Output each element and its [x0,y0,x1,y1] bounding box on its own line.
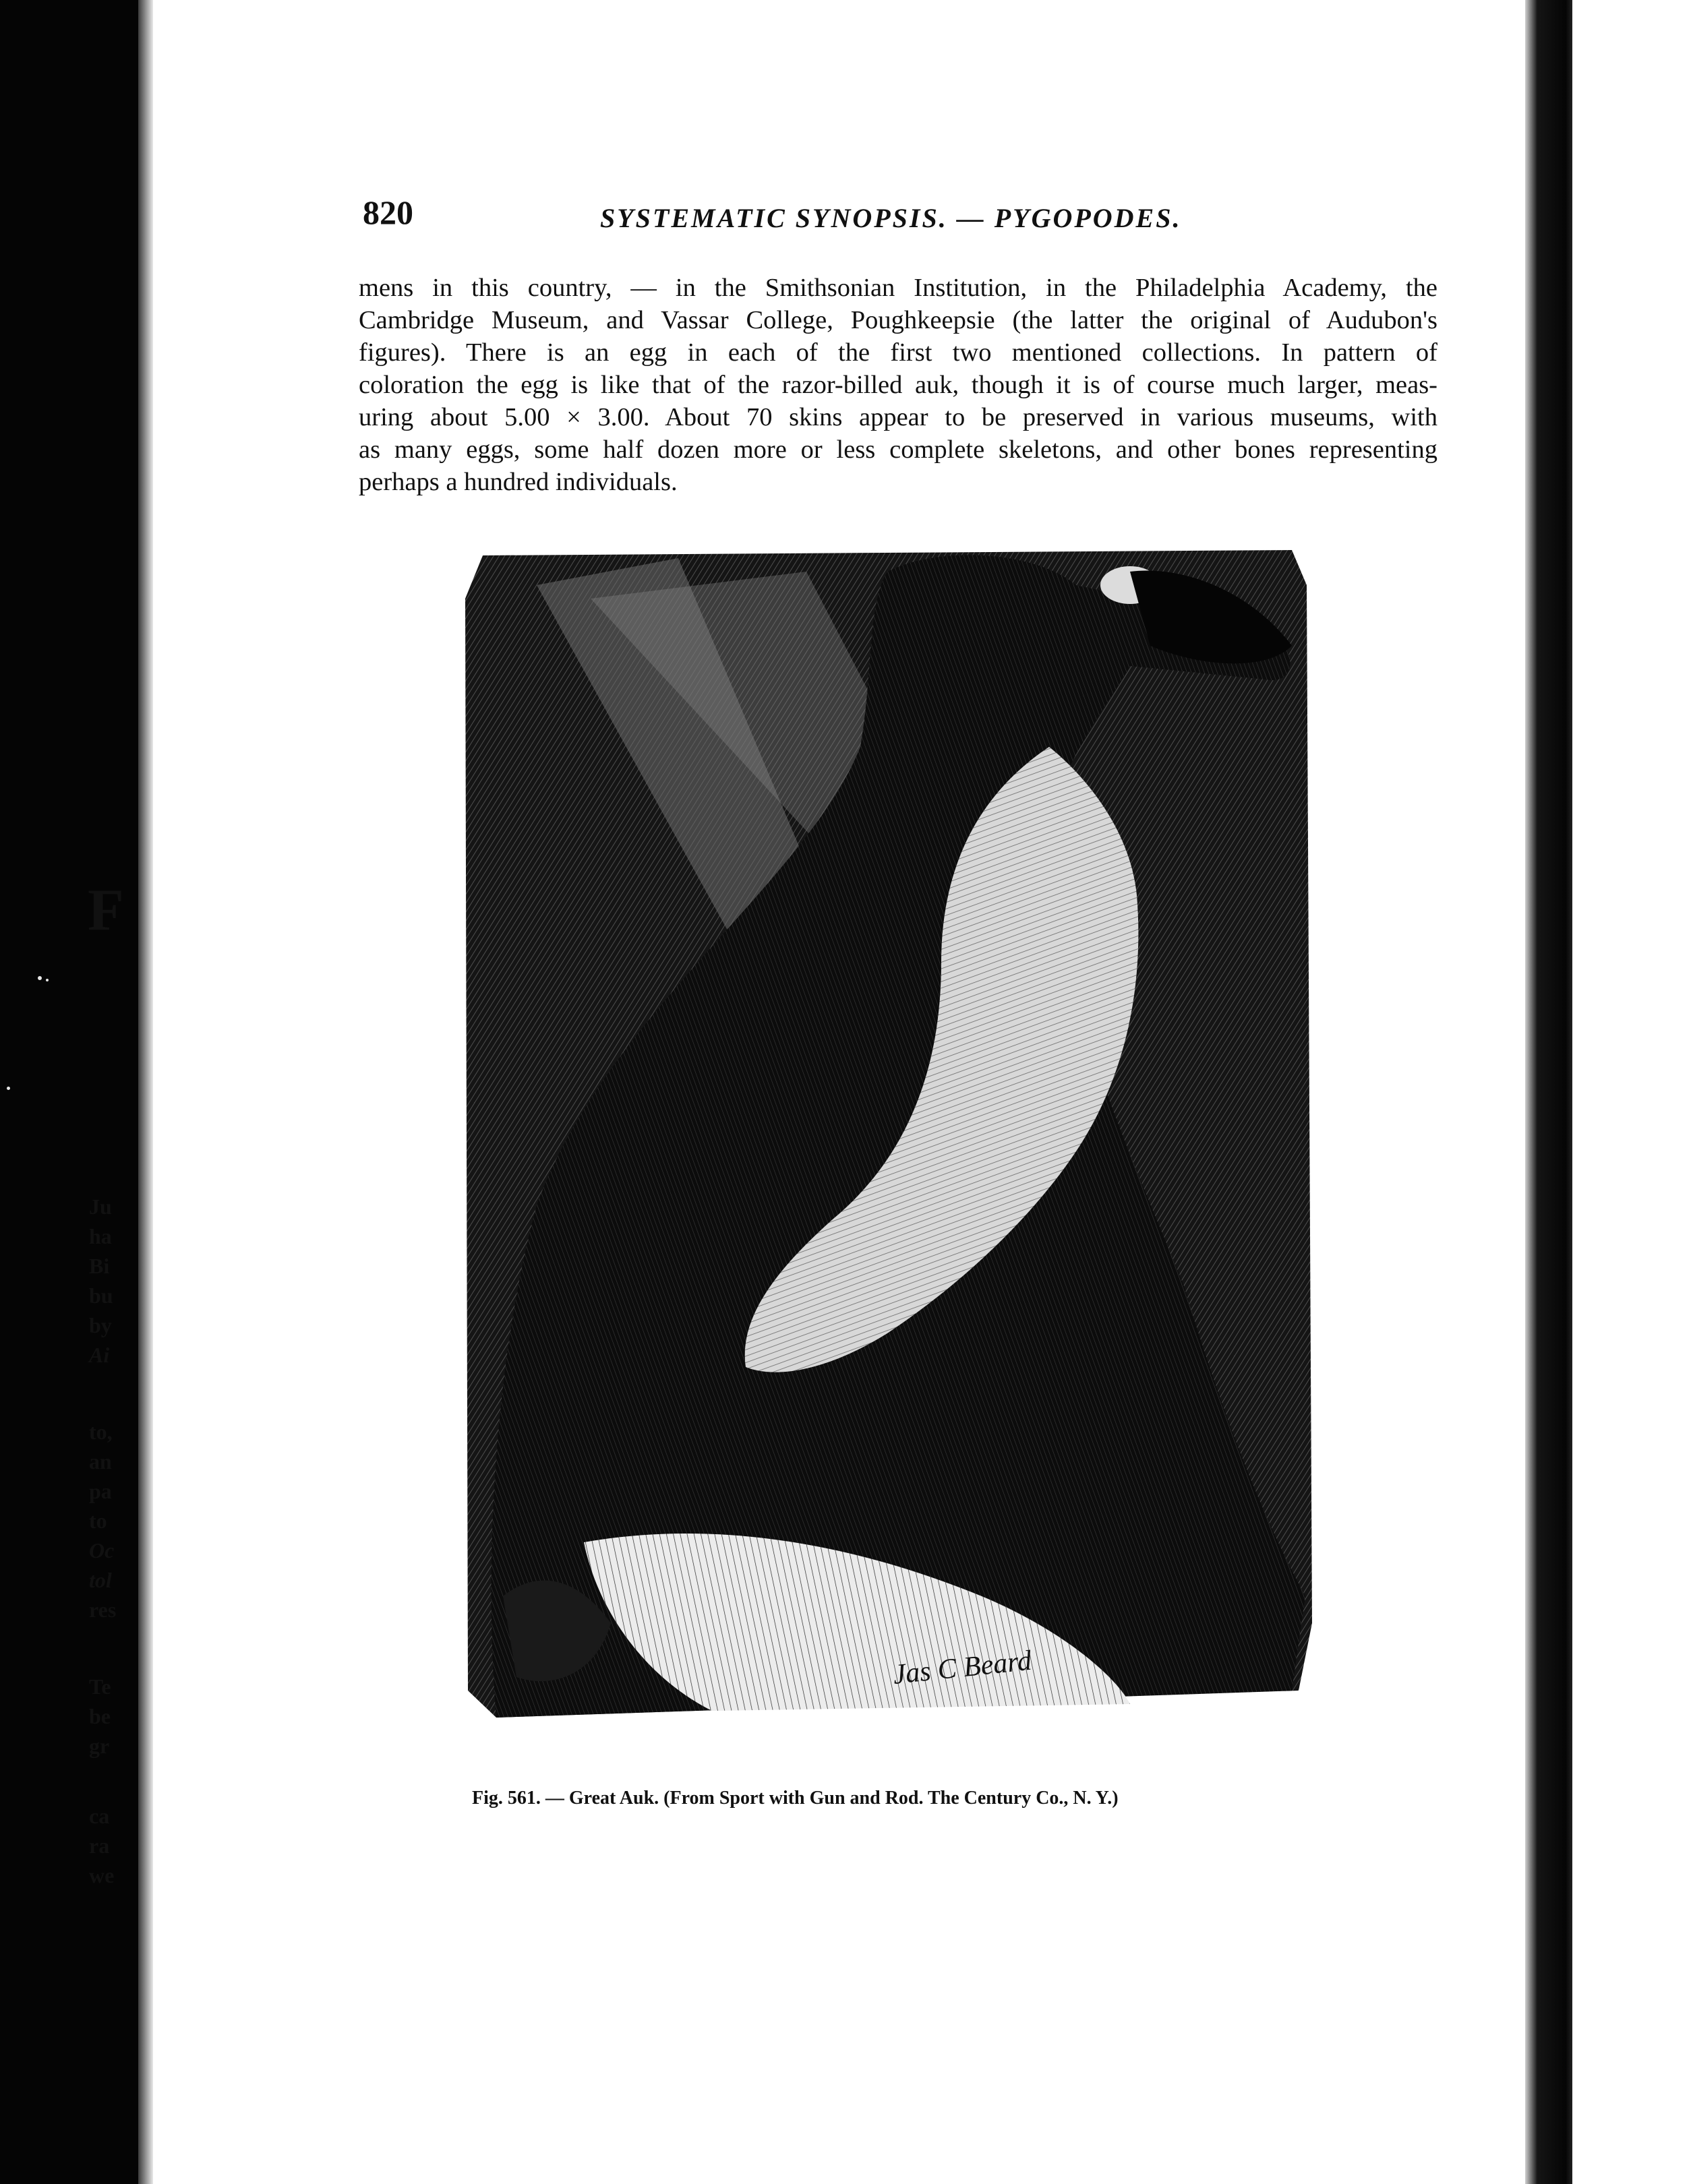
facing-page-fragment: Te [89,1674,111,1699]
facing-page-fragment: ca [89,1804,110,1828]
facing-page-fragment: gr [89,1734,110,1758]
facing-page-initial: F [88,878,124,943]
facing-page-fragment: ha [89,1224,112,1248]
text-line: perhaps a hundred individuals. [359,468,678,496]
facing-page-fragment: pa [89,1479,112,1503]
great-auk-engraving [456,545,1320,1728]
figure-caption: Fig. 561. — Great Auk. (From Sport with Gun and Rod. The Century Co., N. Y.) [472,1788,1119,1809]
facing-page-fragment: an [89,1449,112,1474]
facing-page-fragment: Ju [89,1194,112,1219]
body-paragraph [359,272,1437,498]
facing-page-fragment: by [89,1313,112,1337]
film-speck [38,976,42,980]
facing-page-fragment: Ai [89,1343,110,1367]
facing-page-fragment: Oc [89,1538,115,1563]
facing-page [1572,0,1691,2184]
left-gutter-shadow [138,0,153,2184]
facing-page-fragment: bu [89,1283,113,1308]
facing-page-fragment: ra [89,1833,110,1858]
book-gutter [1525,0,1572,2184]
film-speck [46,979,49,981]
facing-page-fragment: res [89,1598,117,1622]
film-speck [7,1087,10,1090]
facing-page-fragment: tol [89,1568,112,1592]
facing-page-fragment: to, [89,1420,113,1444]
page-number: 820 [363,193,413,231]
running-head: SYSTEMATIC SYNOPSIS. — PYGOPODES. [600,203,1182,233]
text-line: coloration the egg is like that of the razor-billed auk, though it is of course much larger, meas- [359,371,1437,399]
text-line: as many eggs, some half dozen more or less complete skeletons, and other bones representing [359,435,1437,464]
text-line: mens in this country, — in the Smithsonian Institution, in the Philadelphia Academy, the [359,274,1437,302]
text-line: Cambridge Museum, and Vassar College, Poughkeepsie (the latter the original of Audubon's [359,306,1437,334]
text-line: uring about 5.00 × 3.00. About 70 skins appear to be preserved in various museums, with [359,403,1437,431]
engraver-signature: Jas C Beard [891,1645,1034,1691]
facing-page-fragment: to [89,1509,107,1533]
facing-page-fragment: be [89,1704,111,1728]
text-line: figures). There is an egg in each of the first two mentioned collections. In pattern of [359,338,1437,367]
facing-page-fragment: Bi [89,1254,110,1278]
microfilm-left-border [0,0,138,2184]
facing-page-fragment: we [89,1863,115,1887]
